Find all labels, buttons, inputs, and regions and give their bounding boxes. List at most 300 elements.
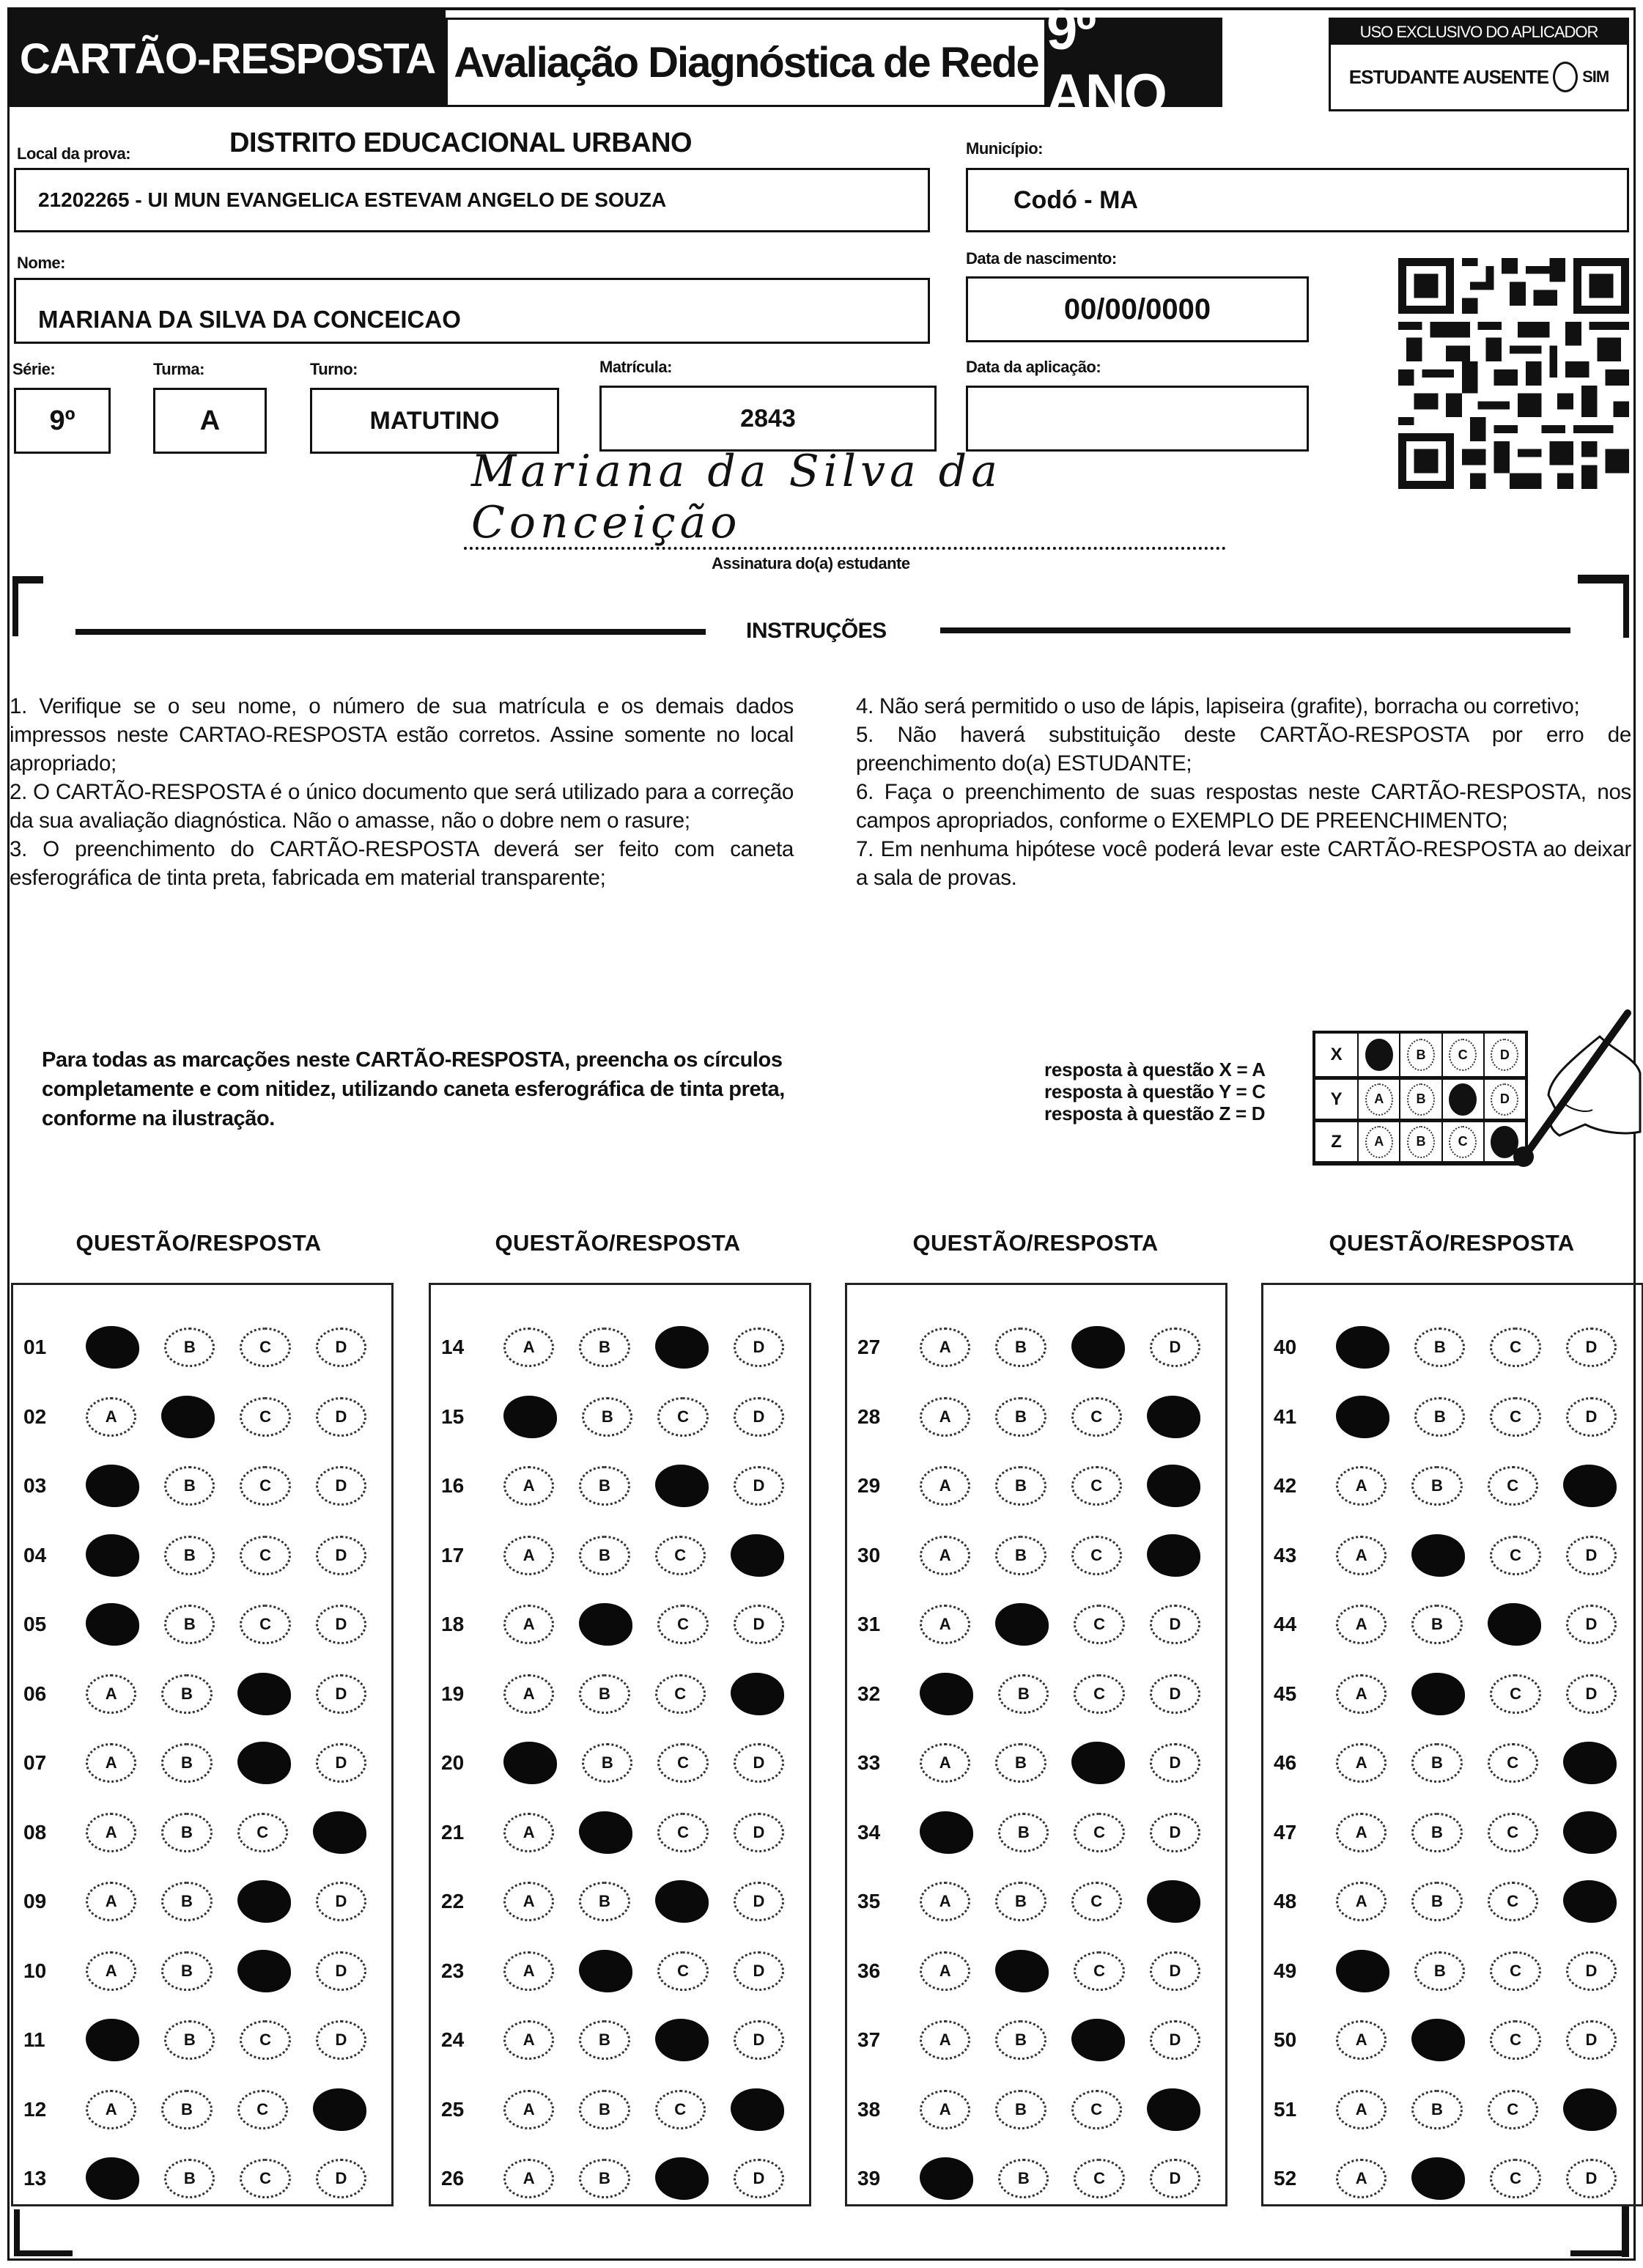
answer-bubble-b[interactable]: B [995, 1743, 1046, 1783]
answer-bubble-b[interactable]: B [579, 1328, 629, 1367]
answer-bubble-c-marked[interactable] [655, 2157, 709, 2200]
answer-bubble-d[interactable]: D [734, 2020, 784, 2060]
answer-bubble-d[interactable]: D [1150, 1813, 1200, 1852]
question-row [13, 1660, 391, 1729]
answer-bubble-d[interactable]: D [1150, 1951, 1200, 1991]
answer-bubble-c[interactable]: C [657, 1743, 708, 1783]
question-row [13, 2075, 391, 2145]
answer-grid-2 [429, 1283, 811, 2206]
serie-label: Série: [12, 360, 56, 378]
question-row [1263, 1867, 1642, 1937]
answer-bubble-a[interactable]: A [503, 2159, 554, 2198]
answer-bubble-b[interactable]: B [579, 2159, 629, 2198]
signature-line[interactable] [464, 446, 1226, 553]
question-row [431, 1313, 809, 1382]
answer-bubble-c[interactable]: C [655, 1536, 706, 1575]
answer-bubble-a-marked[interactable] [920, 2157, 973, 2200]
answer-bubble-b[interactable]: B [164, 2020, 215, 2060]
question-number: 25 [441, 2097, 465, 2121]
question-number: 08 [23, 1820, 47, 1844]
answer-bubble-b[interactable]: B [164, 1536, 215, 1575]
example-row-label: X [1330, 1045, 1343, 1064]
answer-bubble-b[interactable]: B [161, 1882, 212, 1921]
corner-mark-bottom-right-v [1622, 2206, 1629, 2257]
answer-bubble-a[interactable]: A [503, 1674, 554, 1714]
answer-bubble-b[interactable]: B [579, 1536, 629, 1575]
answer-bubble-b[interactable]: B [995, 1882, 1046, 1921]
answer-bubble-c[interactable]: C [240, 1605, 290, 1644]
answer-bubble-b[interactable]: B [995, 1328, 1046, 1367]
answer-bubble-a[interactable]: A [86, 1674, 136, 1714]
answer-bubble-c[interactable]: C [1071, 1882, 1122, 1921]
hand-with-pen-icon [1497, 1007, 1643, 1176]
example-cell [1357, 1122, 1399, 1161]
answer-bubble-c[interactable]: C [1488, 1813, 1538, 1852]
answer-bubble-b[interactable]: B [995, 2020, 1046, 2060]
answer-bubble-a[interactable]: A [503, 1882, 554, 1921]
answer-bubble-d[interactable]: D [316, 1466, 366, 1506]
question-row [847, 2075, 1225, 2145]
question-number: 13 [23, 2167, 47, 2190]
matricula-label: Matrícula: [599, 358, 672, 376]
question-number: 49 [1274, 1959, 1297, 1982]
answer-bubble-c[interactable]: C [237, 2090, 288, 2129]
answer-bubble-a[interactable]: A [1336, 1605, 1387, 1644]
answer-bubble-d[interactable]: D [316, 1882, 366, 1921]
answer-bubble-a[interactable]: A [920, 1743, 970, 1783]
answer-bubble-b[interactable]: B [164, 1466, 215, 1506]
question-row [431, 1798, 809, 1868]
answer-bubble-d[interactable]: D [316, 1951, 366, 1991]
example-cell [1399, 1080, 1441, 1119]
answer-bubble-a-marked[interactable] [1336, 1326, 1389, 1369]
answer-bubble-a-marked[interactable] [86, 2019, 139, 2061]
question-number: 10 [23, 1959, 47, 1982]
example-bubble-d: D [1491, 1039, 1518, 1071]
answer-grid-3 [845, 1283, 1227, 2206]
answer-bubble-d[interactable]: D [734, 1882, 784, 1921]
question-number: 34 [857, 1820, 881, 1844]
answer-bubble-c[interactable]: C [657, 1813, 708, 1852]
answer-bubble-c[interactable]: C [240, 2020, 290, 2060]
question-row [847, 1521, 1225, 1591]
question-number: 37 [857, 2028, 881, 2052]
answer-bubble-a[interactable]: A [1336, 1536, 1387, 1575]
answer-bubble-c[interactable]: C [240, 1328, 290, 1367]
heading-rule-right [940, 627, 1570, 633]
answer-bubble-a-marked[interactable] [920, 1673, 973, 1715]
question-number: 20 [441, 1751, 465, 1775]
question-number: 46 [1274, 1751, 1297, 1775]
answer-bubble-d[interactable]: D [1566, 2020, 1617, 2060]
answer-bubble-d-marked[interactable] [1147, 1465, 1200, 1507]
answer-bubble-a[interactable]: A [920, 1882, 970, 1921]
answer-bubble-b[interactable]: B [161, 2090, 212, 2129]
answer-bubble-c[interactable]: C [240, 1466, 290, 1506]
answer-bubble-b-marked[interactable] [161, 1396, 215, 1438]
answer-grid-4 [1261, 1283, 1643, 2206]
question-row [1263, 1590, 1642, 1660]
nome-field [14, 278, 930, 344]
answer-bubble-c[interactable]: C [1490, 1328, 1540, 1367]
answer-bubble-a-marked[interactable] [920, 1811, 973, 1854]
answer-bubble-c-marked[interactable] [655, 1880, 709, 1923]
answer-bubble-c[interactable]: C [655, 1674, 706, 1714]
example-bubble-d: D [1491, 1083, 1518, 1116]
question-number: 31 [857, 1613, 881, 1636]
answer-bubble-a[interactable]: A [503, 1466, 554, 1506]
answer-bubble-d[interactable]: D [1566, 1951, 1617, 1991]
answer-bubble-d[interactable]: D [734, 1951, 784, 1991]
answer-bubble-c[interactable]: C [240, 1397, 290, 1437]
question-row [13, 1313, 391, 1382]
answer-bubble-c[interactable]: C [1488, 2090, 1538, 2129]
question-row [13, 1728, 391, 1798]
question-row [1263, 1451, 1642, 1521]
answer-bubble-d[interactable]: D [316, 1674, 366, 1714]
corner-mark-bottom-left-v [14, 2209, 20, 2256]
question-number: 15 [441, 1404, 465, 1428]
answer-bubble-c[interactable]: C [1490, 2159, 1540, 2198]
answer-bubble-b-marked[interactable] [579, 1811, 632, 1854]
answer-bubble-b[interactable]: B [998, 1674, 1049, 1714]
answer-bubble-d[interactable]: D [316, 1536, 366, 1575]
question-row [1263, 1798, 1642, 1868]
answer-bubble-b[interactable]: B [579, 2020, 629, 2060]
nascimento-label: Data de nascimento: [966, 249, 1117, 268]
answer-bubble-b-marked[interactable] [1411, 2157, 1465, 2200]
answer-bubble-c[interactable]: C [1074, 1674, 1124, 1714]
absent-bubble[interactable] [1553, 62, 1578, 92]
answer-bubble-b[interactable]: B [995, 1466, 1046, 1506]
answer-bubble-a-marked[interactable] [86, 1326, 139, 1369]
answer-bubble-b-marked[interactable] [995, 1950, 1049, 1992]
answer-bubble-a-marked[interactable] [86, 1465, 139, 1507]
question-row [431, 1590, 809, 1660]
question-number: 52 [1274, 2167, 1297, 2190]
answer-bubble-a[interactable]: A [503, 2020, 554, 2060]
answer-bubble-b[interactable]: B [1411, 1882, 1462, 1921]
applicator-heading: USO EXCLUSIVO DO APLICADOR [1331, 20, 1627, 45]
answer-bubble-d[interactable]: D [1566, 1328, 1617, 1367]
answer-bubble-a[interactable]: A [1336, 1743, 1387, 1783]
answer-bubble-a[interactable]: A [1336, 1466, 1387, 1506]
answer-bubble-a[interactable]: A [86, 1882, 136, 1921]
answer-bubble-a[interactable]: A [86, 1951, 136, 1991]
question-row [431, 1660, 809, 1729]
answer-bubble-d-marked[interactable] [313, 2088, 366, 2131]
question-row [1263, 2006, 1642, 2075]
answer-bubble-b[interactable]: B [998, 1813, 1049, 1852]
example-bubble-c: C [1449, 1126, 1477, 1158]
answer-bubble-d-marked[interactable] [1563, 1811, 1617, 1854]
answer-bubble-d[interactable]: D [316, 2020, 366, 2060]
question-row [1263, 2075, 1642, 2145]
question-number: 07 [23, 1751, 47, 1775]
answer-bubble-a[interactable]: A [920, 2090, 970, 2129]
answer-bubble-c[interactable]: C [1490, 2020, 1540, 2060]
question-number: 04 [23, 1543, 47, 1566]
municipio-field [966, 168, 1629, 232]
turno-label: Turno: [310, 360, 358, 378]
answer-bubble-a[interactable]: A [920, 1536, 970, 1575]
instruction-3: 3. O preenchimento do CARTÃO-RESPOSTA deverá ser feito com caneta esferográfica de tinta preta, fabricada em material transparente; [10, 837, 794, 890]
answer-bubble-d[interactable]: D [734, 1397, 784, 1437]
answer-bubble-c[interactable]: C [1490, 1951, 1540, 1991]
answer-bubble-c[interactable]: C [1488, 1882, 1538, 1921]
instruction-4: 4. Não será permitido o uso de lápis, lapiseira (grafite), borracha ou corretivo; [856, 694, 1580, 718]
answer-bubble-c[interactable]: C [1490, 1397, 1540, 1437]
answer-bubble-d[interactable]: D [734, 1743, 784, 1783]
matricula-field [599, 386, 937, 452]
answer-bubble-d-marked[interactable] [1147, 1396, 1200, 1438]
signature-caption: Assinatura do(a) estudante [712, 554, 910, 572]
answer-bubble-a-marked[interactable] [86, 1603, 139, 1646]
answer-bubble-c[interactable]: C [237, 1813, 288, 1852]
question-row [13, 1382, 391, 1452]
answer-bubble-a[interactable]: A [503, 1536, 554, 1575]
answer-bubble-a[interactable]: A [920, 2020, 970, 2060]
answer-bubble-c-marked[interactable] [237, 1673, 291, 1715]
nome-label: Nome: [17, 254, 65, 272]
answer-bubble-a[interactable]: A [920, 1605, 970, 1644]
answer-bubble-d[interactable]: D [734, 2159, 784, 2198]
answer-bubble-c[interactable]: C [1490, 1536, 1540, 1575]
answer-bubble-c-marked[interactable] [1071, 1326, 1125, 1369]
answer-bubble-a-marked[interactable] [503, 1742, 557, 1784]
answer-bubble-a-marked[interactable] [503, 1396, 557, 1438]
answer-bubble-b[interactable]: B [995, 2090, 1046, 2129]
answer-bubble-a-marked[interactable] [86, 2157, 139, 2200]
question-number: 24 [441, 2028, 465, 2052]
answer-bubble-b[interactable]: B [161, 1674, 212, 1714]
answer-bubble-d[interactable]: D [316, 1397, 366, 1437]
answer-bubble-b[interactable]: B [1411, 2090, 1462, 2129]
answer-bubble-b[interactable]: B [161, 1951, 212, 1991]
answer-bubble-d[interactable]: D [1150, 1743, 1200, 1783]
answer-bubble-b-marked[interactable] [1411, 2019, 1465, 2061]
answer-bubble-c-marked[interactable] [237, 1950, 291, 1992]
question-number: 28 [857, 1404, 881, 1428]
example-bubble-b: B [1407, 1126, 1435, 1158]
question-row [431, 1521, 809, 1591]
example-row [1315, 1034, 1525, 1076]
answer-bubble-a[interactable]: A [1336, 1674, 1387, 1714]
answer-bubble-d-marked[interactable] [731, 2088, 784, 2131]
answer-bubble-b[interactable]: B [995, 1536, 1046, 1575]
answer-bubble-c-marked[interactable] [237, 1742, 291, 1784]
answer-bubble-b[interactable]: B [164, 2159, 215, 2198]
answer-bubble-a[interactable]: A [86, 1813, 136, 1852]
answer-bubble-b[interactable]: B [582, 1397, 632, 1437]
answer-bubble-d[interactable]: D [1566, 1397, 1617, 1437]
answer-bubble-a[interactable]: A [503, 2090, 554, 2129]
answer-bubble-a[interactable]: A [920, 1466, 970, 1506]
example-cell [1357, 1034, 1399, 1076]
answer-bubble-b[interactable]: B [579, 1466, 629, 1506]
answer-bubble-a[interactable]: A [503, 1328, 554, 1367]
answer-bubble-b[interactable]: B [579, 2090, 629, 2129]
answer-bubble-b[interactable]: B [1411, 1466, 1462, 1506]
answer-bubble-c[interactable]: C [1071, 1536, 1122, 1575]
answer-bubble-a[interactable]: A [86, 1397, 136, 1437]
question-row [1263, 1728, 1642, 1798]
answer-bubble-d[interactable]: D [1150, 1674, 1200, 1714]
question-row [13, 2144, 391, 2214]
answer-bubble-b[interactable]: B [164, 1328, 215, 1367]
answer-bubble-d[interactable]: D [734, 1813, 784, 1852]
example-bubble-a [1365, 1039, 1393, 1071]
answer-bubble-c[interactable]: C [1071, 1466, 1122, 1506]
question-number: 05 [23, 1613, 47, 1636]
answer-bubble-a-marked[interactable] [86, 1534, 139, 1577]
answer-bubble-a[interactable]: A [920, 1397, 970, 1437]
example-grid [1312, 1031, 1528, 1166]
question-row [847, 2006, 1225, 2075]
answer-bubble-c-marked[interactable] [237, 1880, 291, 1923]
answer-bubble-a[interactable]: A [1336, 2090, 1387, 2129]
answer-bubble-a[interactable]: A [503, 1951, 554, 1991]
district-name: DISTRITO EDUCACIONAL URBANO [229, 128, 693, 158]
answer-bubble-b[interactable]: B [998, 2159, 1049, 2198]
answer-bubble-c[interactable]: C [1074, 1605, 1124, 1644]
answer-bubble-c[interactable]: C [240, 2159, 290, 2198]
answer-bubble-b-marked[interactable] [1411, 1673, 1465, 1715]
absent-option-label: SIM [1582, 67, 1609, 86]
answer-bubble-a[interactable]: A [1336, 2020, 1387, 2060]
answer-bubble-a[interactable]: A [86, 1743, 136, 1783]
answer-bubble-a[interactable]: A [1336, 2159, 1387, 2198]
answer-bubble-d-marked[interactable] [1147, 1880, 1200, 1923]
answer-bubble-c[interactable]: C [657, 1605, 708, 1644]
answer-bubble-d[interactable]: D [1566, 1605, 1617, 1644]
answer-bubble-d-marked[interactable] [1147, 2088, 1200, 2131]
answer-bubble-c[interactable]: C [1071, 2090, 1122, 2129]
example-bubble-c [1449, 1083, 1477, 1116]
answer-bubble-c[interactable]: C [657, 1397, 708, 1437]
answer-bubble-c[interactable]: C [1488, 1466, 1538, 1506]
answer-bubble-c[interactable]: C [1490, 1674, 1540, 1714]
answer-bubble-a[interactable]: A [1336, 1813, 1387, 1852]
answer-bubble-d-marked[interactable] [731, 1673, 784, 1715]
answer-bubble-a[interactable]: A [920, 1951, 970, 1991]
aplicacao-field [966, 386, 1309, 452]
answer-bubble-c-marked[interactable] [655, 2019, 709, 2061]
answer-bubble-c[interactable]: C [1074, 2159, 1124, 2198]
question-row [431, 1867, 809, 1937]
answer-bubble-b-marked[interactable] [995, 1603, 1049, 1646]
answer-bubble-b[interactable]: B [1411, 1813, 1462, 1852]
answer-bubble-b[interactable]: B [1414, 1397, 1465, 1437]
answer-bubble-d-marked[interactable] [1147, 1534, 1200, 1577]
answer-bubble-d[interactable]: D [316, 1605, 366, 1644]
answer-bubble-c[interactable]: C [655, 2090, 706, 2129]
answer-bubble-b[interactable]: B [995, 1397, 1046, 1437]
answer-bubble-d[interactable]: D [1150, 1328, 1200, 1367]
answer-bubble-d-marked[interactable] [1563, 1742, 1617, 1784]
answer-bubble-c-marked[interactable] [1071, 2019, 1125, 2061]
answer-bubble-c-marked[interactable] [655, 1326, 709, 1369]
answer-bubble-b-marked[interactable] [579, 1603, 632, 1646]
answer-bubble-c[interactable]: C [657, 1951, 708, 1991]
answer-bubble-d[interactable]: D [734, 1605, 784, 1644]
turma-value: A [199, 405, 221, 436]
instruction-7: 7. Em nenhuma hipótese você poderá levar este CARTÃO-RESPOSTA ao deixar a sala de provas. [856, 837, 1631, 890]
answer-bubble-a-marked[interactable] [1336, 1396, 1389, 1438]
answer-bubble-b[interactable]: B [161, 1743, 212, 1783]
instructions-heading [10, 619, 1633, 648]
answer-bubble-d-marked[interactable] [1563, 1880, 1617, 1923]
legend-z: resposta à questão Z = D [1044, 1102, 1266, 1124]
answer-bubble-b[interactable]: B [1414, 1951, 1465, 1991]
answer-bubble-b-marked[interactable] [579, 1950, 632, 1992]
question-number: 48 [1274, 1890, 1297, 1913]
answer-bubble-d[interactable]: D [1150, 2020, 1200, 2060]
answer-bubble-b[interactable]: B [579, 1674, 629, 1714]
answer-bubble-b[interactable]: B [579, 1882, 629, 1921]
answer-bubble-d-marked[interactable] [1563, 1465, 1617, 1507]
question-number: 22 [441, 1890, 465, 1913]
answer-bubble-d-marked[interactable] [1563, 2088, 1617, 2131]
answer-bubble-b[interactable]: B [1411, 1605, 1462, 1644]
question-number: 47 [1274, 1820, 1297, 1844]
answer-bubble-c[interactable]: C [1071, 1397, 1122, 1437]
question-row [431, 2144, 809, 2214]
answer-bubble-d[interactable]: D [1566, 2159, 1617, 2198]
example-bubble-c: C [1449, 1039, 1477, 1071]
answer-bubble-d[interactable]: D [1566, 1674, 1617, 1714]
example-row [1315, 1076, 1525, 1119]
answer-bubble-d-marked[interactable] [313, 1811, 366, 1854]
answer-bubble-c[interactable]: C [1074, 1951, 1124, 1991]
question-number: 33 [857, 1751, 881, 1775]
answer-bubble-b[interactable]: B [161, 1813, 212, 1852]
answer-bubble-d[interactable]: D [1566, 1536, 1617, 1575]
legend-x: resposta à questão X = A [1044, 1058, 1266, 1080]
answer-bubble-d[interactable]: D [316, 1328, 366, 1367]
answer-bubble-b[interactable]: B [1414, 1328, 1465, 1367]
answer-bubble-d[interactable]: D [316, 1743, 366, 1783]
answer-bubble-b[interactable]: B [1411, 1743, 1462, 1783]
answer-bubble-b[interactable]: B [582, 1743, 632, 1783]
answer-bubble-c[interactable]: C [1488, 1743, 1538, 1783]
question-number: 45 [1274, 1682, 1297, 1705]
question-number: 44 [1274, 1613, 1297, 1636]
answer-bubble-c-marked[interactable] [1488, 1603, 1541, 1646]
answer-bubble-a[interactable]: A [503, 1813, 554, 1852]
answer-bubble-c[interactable]: C [1074, 1813, 1124, 1852]
answer-bubble-a[interactable]: A [503, 1605, 554, 1644]
answer-bubble-a[interactable]: A [920, 1328, 970, 1367]
answer-bubble-c-marked[interactable] [1071, 1742, 1125, 1784]
answer-bubble-d[interactable]: D [316, 2159, 366, 2198]
answer-bubble-d[interactable]: D [734, 1466, 784, 1506]
question-row [431, 1937, 809, 2006]
answer-bubble-d-marked[interactable] [731, 1534, 784, 1577]
answer-bubble-a-marked[interactable] [1336, 1950, 1389, 1992]
answer-bubble-c-marked[interactable] [655, 1465, 709, 1507]
answer-bubble-a[interactable]: A [86, 2090, 136, 2129]
answer-bubble-d[interactable]: D [734, 1328, 784, 1367]
question-number: 27 [857, 1336, 881, 1359]
answer-bubble-b-marked[interactable] [1411, 1534, 1465, 1577]
answer-bubble-c[interactable]: C [240, 1536, 290, 1575]
answer-bubble-d[interactable]: D [1150, 2159, 1200, 2198]
answer-bubble-b[interactable]: B [164, 1605, 215, 1644]
card-label: CARTÃO-RESPOSTA [10, 10, 446, 107]
answer-bubble-a[interactable]: A [1336, 1882, 1387, 1921]
answer-bubble-d[interactable]: D [1150, 1605, 1200, 1644]
